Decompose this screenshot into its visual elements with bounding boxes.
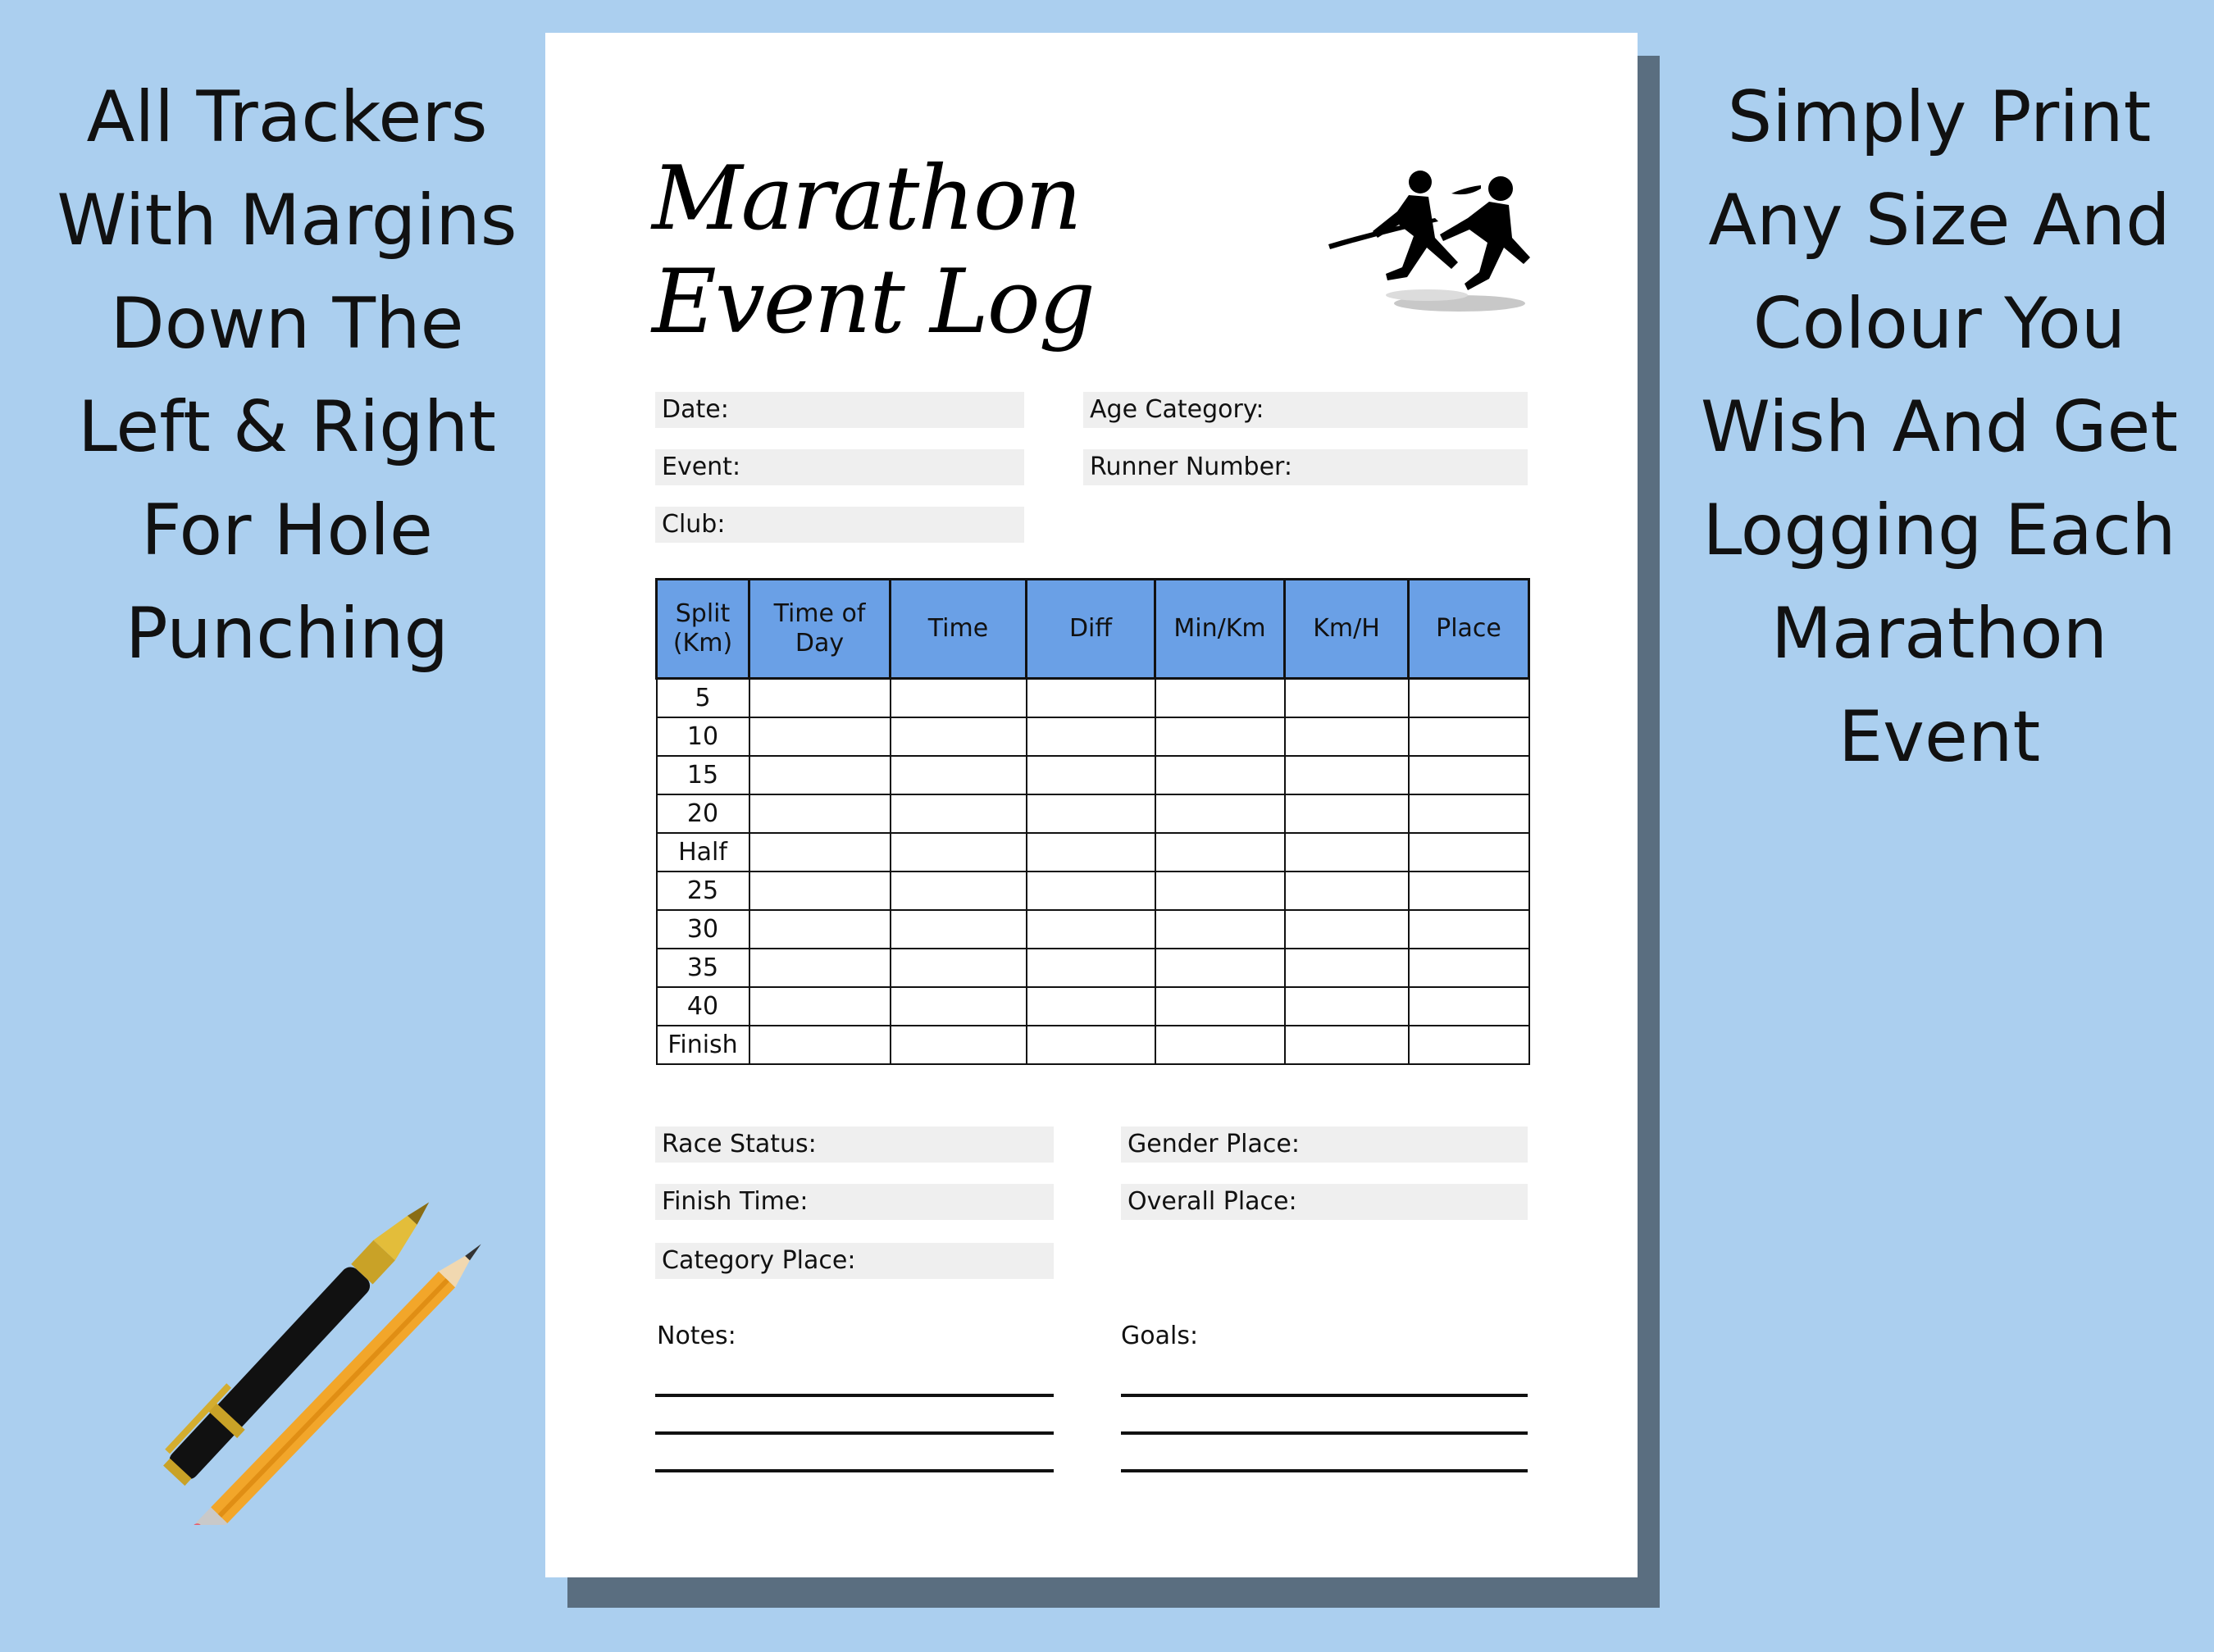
- table-cell[interactable]: [1027, 717, 1155, 756]
- gender-place-field[interactable]: Gender Place:: [1121, 1126, 1528, 1163]
- page-title: Marathon Event Log: [652, 148, 1094, 353]
- table-cell[interactable]: [891, 949, 1027, 987]
- goals-line[interactable]: [1121, 1431, 1528, 1435]
- table-row: [657, 1026, 1529, 1064]
- table-cell[interactable]: [749, 794, 891, 833]
- table-cell[interactable]: [1285, 910, 1409, 949]
- notes-line[interactable]: [655, 1394, 1054, 1397]
- table-row: [657, 756, 1529, 794]
- table-cell[interactable]: [891, 1026, 1027, 1064]
- table-cell[interactable]: [1027, 987, 1155, 1026]
- table-cell[interactable]: [1409, 717, 1529, 756]
- table-cell[interactable]: [1285, 679, 1409, 718]
- table-cell[interactable]: [1027, 833, 1155, 872]
- table-cell[interactable]: [1409, 949, 1529, 987]
- table-row: [657, 679, 1529, 718]
- header-place: Place: [1409, 580, 1529, 679]
- finish-time-field[interactable]: Finish Time:: [655, 1184, 1054, 1220]
- header-diff: Diff: [1027, 580, 1155, 679]
- table-cell[interactable]: [1409, 1026, 1529, 1064]
- split-label: Finish: [657, 1026, 749, 1064]
- right-promo-text: Simply Print Any Size And Colour You Wish And Get Logging Each Marathon Event: [1700, 76, 2179, 778]
- event-field[interactable]: Event:: [655, 449, 1024, 485]
- table-cell[interactable]: [1155, 717, 1285, 756]
- table-row: [657, 910, 1529, 949]
- split-label: 40: [657, 987, 749, 1026]
- table-cell[interactable]: [1285, 949, 1409, 987]
- goals-line[interactable]: [1121, 1469, 1528, 1472]
- table-row: [657, 717, 1529, 756]
- split-label: 25: [657, 872, 749, 910]
- table-cell[interactable]: [1285, 872, 1409, 910]
- table-cell[interactable]: [891, 987, 1027, 1026]
- table-cell[interactable]: [1285, 1026, 1409, 1064]
- runners-icon: [1328, 139, 1533, 353]
- table-cell[interactable]: [749, 949, 891, 987]
- notes-label: Notes:: [657, 1322, 736, 1350]
- table-cell[interactable]: [1155, 679, 1285, 718]
- table-cell[interactable]: [1155, 833, 1285, 872]
- left-promo-text: All Trackers With Margins Down The Left & Right For Hole Punching: [57, 76, 517, 675]
- table-row: [657, 987, 1529, 1026]
- split-label: 15: [657, 756, 749, 794]
- split-label: Half: [657, 833, 749, 872]
- table-cell[interactable]: [1027, 794, 1155, 833]
- table-cell[interactable]: [749, 717, 891, 756]
- table-cell[interactable]: [1285, 717, 1409, 756]
- goals-line[interactable]: [1121, 1394, 1528, 1397]
- table-cell[interactable]: [891, 833, 1027, 872]
- table-row: [657, 872, 1529, 910]
- table-cell[interactable]: [749, 679, 891, 718]
- table-cell[interactable]: [891, 872, 1027, 910]
- table-cell[interactable]: [1027, 872, 1155, 910]
- overall-place-field[interactable]: Overall Place:: [1121, 1184, 1528, 1220]
- table-cell[interactable]: [891, 756, 1027, 794]
- club-field[interactable]: Club:: [655, 507, 1024, 543]
- table-cell[interactable]: [1027, 1026, 1155, 1064]
- table-cell[interactable]: [891, 794, 1027, 833]
- header-min-km: Min/Km: [1155, 580, 1285, 679]
- table-cell[interactable]: [891, 679, 1027, 718]
- table-cell[interactable]: [1409, 794, 1529, 833]
- date-field[interactable]: Date:: [655, 392, 1024, 428]
- table-cell[interactable]: [1027, 949, 1155, 987]
- notes-line[interactable]: [655, 1469, 1054, 1472]
- race-status-field[interactable]: Race Status:: [655, 1126, 1054, 1163]
- category-place-field[interactable]: Category Place:: [655, 1243, 1054, 1279]
- table-cell[interactable]: [1155, 756, 1285, 794]
- table-cell[interactable]: [1027, 756, 1155, 794]
- table-cell[interactable]: [1409, 756, 1529, 794]
- table-cell[interactable]: [1409, 833, 1529, 872]
- table-cell[interactable]: [891, 717, 1027, 756]
- table-cell[interactable]: [1285, 833, 1409, 872]
- split-label: 10: [657, 717, 749, 756]
- header-time-of-day: Time of Day: [749, 580, 891, 679]
- split-label: 5: [657, 679, 749, 718]
- goals-label: Goals:: [1121, 1322, 1199, 1350]
- table-cell[interactable]: [891, 910, 1027, 949]
- split-label: 30: [657, 910, 749, 949]
- table-cell[interactable]: [749, 910, 891, 949]
- table-cell[interactable]: [749, 756, 891, 794]
- table-cell[interactable]: [749, 1026, 891, 1064]
- table-cell[interactable]: [1027, 910, 1155, 949]
- table-cell[interactable]: [1027, 679, 1155, 718]
- table-row: [657, 833, 1529, 872]
- header-split: Split (Km): [657, 580, 749, 679]
- split-label: 20: [657, 794, 749, 833]
- table-cell[interactable]: [1285, 987, 1409, 1026]
- table-cell[interactable]: [1155, 1026, 1285, 1064]
- split-label: 35: [657, 949, 749, 987]
- table-cell[interactable]: [1155, 794, 1285, 833]
- table-cell[interactable]: [1409, 910, 1529, 949]
- notes-line[interactable]: [655, 1431, 1054, 1435]
- header-km-h: Km/H: [1285, 580, 1409, 679]
- table-cell[interactable]: [1409, 679, 1529, 718]
- table-cell[interactable]: [749, 872, 891, 910]
- split-table: [655, 578, 1530, 1065]
- table-cell[interactable]: [749, 833, 891, 872]
- table-header-row: [657, 580, 1529, 679]
- table-cell[interactable]: [1155, 987, 1285, 1026]
- table-cell[interactable]: [1155, 949, 1285, 987]
- table-cell[interactable]: [1285, 794, 1409, 833]
- header-time: Time: [891, 580, 1027, 679]
- table-row: [657, 949, 1529, 987]
- table-cell[interactable]: [1155, 872, 1285, 910]
- table-cell[interactable]: [1285, 756, 1409, 794]
- age-category-field[interactable]: Age Category:: [1083, 392, 1528, 428]
- runner-number-field[interactable]: Runner Number:: [1083, 449, 1528, 485]
- table-cell[interactable]: [749, 987, 891, 1026]
- table-row: [657, 794, 1529, 833]
- table-cell[interactable]: [1409, 987, 1529, 1026]
- table-cell[interactable]: [1155, 910, 1285, 949]
- table-cell[interactable]: [1409, 872, 1529, 910]
- pen-and-pencil-image: [98, 1140, 541, 1525]
- log-sheet: [545, 33, 1638, 1577]
